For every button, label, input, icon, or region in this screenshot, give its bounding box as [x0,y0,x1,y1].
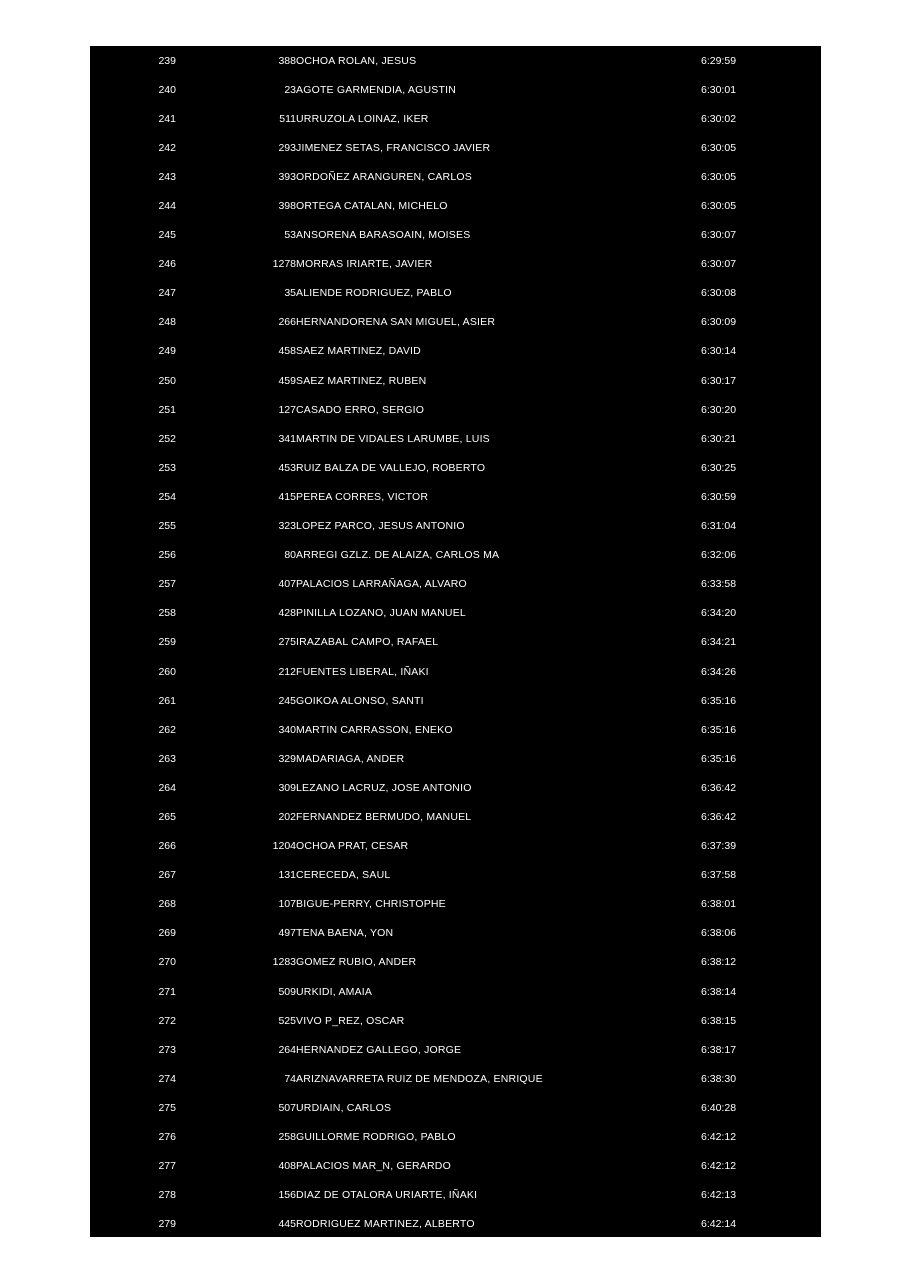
cell-name: ORTEGA CATALAN, MICHELO [296,200,448,213]
cell-bib: 23 [284,83,296,96]
table-row [90,75,821,104]
table-row [90,715,821,744]
cell-position: 242 [158,141,176,154]
cell-name: PINILLA LOZANO, JUAN MANUEL [296,607,466,620]
cell-name: OCHOA PRAT, CESAR [296,840,409,853]
cell-bib: 1283 [272,956,296,969]
table-row [90,250,821,279]
cell-bib: 398 [278,200,296,213]
cell-position: 276 [158,1131,176,1144]
cell-name: CERECEDA, SAUL [296,869,391,882]
table-row [90,744,821,773]
cell-name: GOIKOA ALONSO, SANTI [296,694,424,707]
cell-position: 256 [158,549,176,562]
cell-bib: 525 [278,1014,296,1027]
table-row [90,1122,821,1151]
cell-position: 267 [158,869,176,882]
cell-time: 6:30:14 [701,345,737,358]
table-row [90,802,821,831]
cell-bib: 340 [278,723,296,736]
table-row [90,890,821,919]
cell-bib: 415 [278,490,296,503]
cell-bib: 156 [278,1189,296,1202]
cell-time: 6:42:14 [701,1218,737,1231]
cell-time: 6:30:01 [701,83,737,96]
cell-position: 278 [158,1189,176,1202]
cell-position: 258 [158,607,176,620]
table-row [90,221,821,250]
cell-name: BIGUE-PERRY, CHRISTOPHE [296,898,446,911]
cell-position: 245 [158,229,176,242]
cell-bib: 459 [278,374,296,387]
results-sheet [90,46,821,1237]
cell-name: ARIZNAVARRETA RUIZ DE MENDOZA, ENRIQUE [296,1072,543,1085]
cell-position: 260 [158,665,176,678]
cell-time: 6:30:05 [701,170,737,183]
table-row [90,46,821,75]
cell-name: JIMENEZ SETAS, FRANCISCO JAVIER [296,141,491,154]
table-row [90,861,821,890]
cell-bib: 309 [278,781,296,794]
cell-time: 6:40:28 [701,1101,737,1114]
cell-position: 257 [158,578,176,591]
table-row [90,279,821,308]
cell-time: 6:38:30 [701,1072,737,1085]
cell-name: VIVO P_REZ, OSCAR [296,1014,405,1027]
results-table [90,46,821,1237]
cell-time: 6:30:59 [701,490,737,503]
cell-position: 243 [158,170,176,183]
cell-position: 269 [158,927,176,940]
cell-bib: 53 [284,229,296,242]
table-row [90,541,821,570]
cell-name: MADARIAGA, ANDER [296,752,405,765]
cell-position: 264 [158,781,176,794]
cell-bib: 212 [278,665,296,678]
cell-name: OCHOA ROLAN, JESUS [296,54,417,67]
table-row [90,424,821,453]
cell-name: GOMEZ RUBIO, ANDER [296,956,417,969]
cell-position: 261 [158,694,176,707]
cell-time: 6:37:39 [701,840,737,853]
cell-position: 271 [158,985,176,998]
cell-bib: 408 [278,1160,296,1173]
cell-name: LEZANO LACRUZ, JOSE ANTONIO [296,781,472,794]
cell-position: 248 [158,316,176,329]
cell-time: 6:36:42 [701,781,737,794]
table-row [90,104,821,133]
cell-name: CASADO ERRO, SERGIO [296,403,425,416]
cell-time: 6:30:20 [701,403,737,416]
cell-name: ANSORENA BARASOAIN, MOISES [296,229,471,242]
cell-position: 254 [158,490,176,503]
table-row [90,832,821,861]
cell-name: DIAZ DE OTALORA URIARTE, IÑAKI [296,1189,478,1202]
cell-bib: 511 [279,112,296,125]
table-row [90,1006,821,1035]
cell-time: 6:30:05 [701,141,737,154]
cell-time: 6:29:59 [701,54,737,67]
cell-bib: 1204 [272,840,296,853]
cell-position: 252 [158,432,176,445]
table-row [90,1064,821,1093]
cell-time: 6:30:05 [701,200,737,213]
cell-position: 240 [158,83,176,96]
cell-time: 6:33:58 [701,578,737,591]
table-row [90,1152,821,1181]
cell-bib: 275 [278,636,296,649]
cell-position: 277 [158,1160,176,1173]
cell-position: 263 [158,752,176,765]
cell-position: 265 [158,810,176,823]
cell-bib: 329 [278,752,296,765]
cell-name: GUILLORME RODRIGO, PABLO [296,1131,456,1144]
cell-bib: 264 [278,1043,296,1056]
cell-time: 6:38:14 [701,985,737,998]
cell-bib: 293 [278,141,296,154]
cell-time: 6:38:01 [701,898,737,911]
cell-name: MARTIN DE VIDALES LARUMBE, LUIS [296,432,490,445]
cell-position: 262 [158,723,176,736]
cell-position: 251 [158,403,176,416]
table-row [90,395,821,424]
cell-bib: 428 [278,607,296,620]
cell-position: 259 [158,636,176,649]
cell-name: URRUZOLA LOINAZ, IKER [296,112,429,125]
cell-time: 6:38:12 [701,956,737,969]
cell-bib: 107 [278,898,296,911]
table-row [90,133,821,162]
cell-position: 268 [158,898,176,911]
cell-time: 6:35:16 [701,723,737,736]
cell-time: 6:38:15 [701,1014,737,1027]
cell-bib: 35 [284,287,296,300]
table-row [90,686,821,715]
cell-name: HERNANDEZ GALLEGO, JORGE [296,1043,462,1056]
cell-time: 6:30:17 [701,374,737,387]
cell-name: IRAZABAL CAMPO, RAFAEL [296,636,439,649]
cell-bib: 393 [278,170,296,183]
cell-position: 275 [158,1101,176,1114]
cell-name: PALACIOS MAR_N, GERARDO [296,1160,451,1173]
table-row [90,191,821,220]
table-row [90,453,821,482]
cell-name: RUIZ BALZA DE VALLEJO, ROBERTO [296,461,486,474]
cell-time: 6:42:12 [701,1131,737,1144]
table-row [90,512,821,541]
cell-bib: 445 [278,1218,296,1231]
cell-bib: 131 [278,869,296,882]
cell-bib: 509 [278,985,296,998]
cell-bib: 458 [278,345,296,358]
cell-name: FUENTES LIBERAL, IÑAKI [296,665,429,678]
cell-time: 6:34:26 [701,665,737,678]
table-row [90,919,821,948]
table-row [90,308,821,337]
table-row [90,482,821,511]
cell-position: 279 [158,1218,176,1231]
cell-name: RODRIGUEZ MARTINEZ, ALBERTO [296,1218,475,1231]
cell-bib: 127 [278,403,296,416]
cell-bib: 1278 [272,258,296,271]
table-row [90,1035,821,1064]
cell-position: 273 [158,1043,176,1056]
cell-name: SAEZ MARTINEZ, DAVID [296,345,421,358]
table-row [90,1181,821,1210]
cell-time: 6:42:12 [701,1160,737,1173]
cell-time: 6:32:06 [701,549,737,562]
cell-name: URDIAIN, CARLOS [296,1101,392,1114]
cell-time: 6:38:17 [701,1043,737,1056]
cell-name: PALACIOS LARRAÑAGA, ALVARO [296,578,467,591]
table-row [90,162,821,191]
cell-name: MORRAS IRIARTE, JAVIER [296,258,433,271]
cell-position: 272 [158,1014,176,1027]
cell-name: LOPEZ PARCO, JESUS ANTONIO [296,520,465,533]
cell-name: ALIENDE RODRIGUEZ, PABLO [296,287,452,300]
cell-name: PEREA CORRES, VICTOR [296,490,429,503]
cell-position: 247 [158,287,176,300]
cell-position: 255 [158,520,176,533]
cell-bib: 507 [278,1101,296,1114]
cell-bib: 245 [278,694,296,707]
cell-position: 239 [158,54,176,67]
cell-name: HERNANDORENA SAN MIGUEL, ASIER [296,316,496,329]
table-row [90,599,821,628]
cell-name: AGOTE GARMENDIA, AGUSTIN [296,83,456,96]
table-row [90,657,821,686]
cell-bib: 80 [284,549,296,562]
cell-time: 6:38:06 [701,927,737,940]
cell-time: 6:30:21 [701,432,737,445]
cell-bib: 202 [278,810,296,823]
cell-bib: 407 [278,578,296,591]
cell-name: SAEZ MARTINEZ, RUBEN [296,374,427,387]
table-row [90,570,821,599]
cell-time: 6:34:20 [701,607,737,620]
cell-position: 241 [158,112,176,125]
cell-bib: 74 [284,1072,296,1085]
cell-position: 246 [158,258,176,271]
table-row [90,948,821,977]
cell-time: 6:30:07 [701,258,737,271]
cell-time: 6:35:16 [701,694,737,707]
table-row [90,628,821,657]
cell-bib: 266 [278,316,296,329]
cell-position: 250 [158,374,176,387]
cell-time: 6:36:42 [701,810,737,823]
cell-name: ORDOÑEZ ARANGUREN, CARLOS [296,170,472,183]
cell-bib: 258 [278,1131,296,1144]
cell-time: 6:30:08 [701,287,737,300]
cell-time: 6:31:04 [701,520,737,533]
cell-position: 249 [158,345,176,358]
cell-name: MARTIN CARRASSON, ENEKO [296,723,453,736]
table-row [90,337,821,366]
cell-position: 266 [158,840,176,853]
cell-time: 6:30:09 [701,316,737,329]
cell-name: FERNANDEZ BERMUDO, MANUEL [296,810,472,823]
cell-time: 6:30:02 [701,112,737,125]
cell-name: ARREGI GZLZ. DE ALAIZA, CARLOS MA [296,549,500,562]
cell-bib: 453 [278,461,296,474]
cell-position: 253 [158,461,176,474]
table-row [90,1210,821,1237]
table-row [90,977,821,1006]
cell-position: 274 [158,1072,176,1085]
cell-time: 6:34:21 [701,636,737,649]
cell-position: 270 [158,956,176,969]
cell-time: 6:30:25 [701,461,737,474]
cell-bib: 388 [278,54,296,67]
results-table-body [90,46,821,1237]
cell-name: URKIDI, AMAIA [296,985,373,998]
cell-bib: 323 [278,520,296,533]
cell-position: 244 [158,200,176,213]
cell-time: 6:35:16 [701,752,737,765]
table-row [90,1093,821,1122]
cell-time: 6:42:13 [701,1189,737,1202]
table-row [90,366,821,395]
cell-name: TENA BAENA, YON [296,927,394,940]
cell-time: 6:37:58 [701,869,737,882]
cell-time: 6:30:07 [701,229,737,242]
cell-bib: 341 [278,432,296,445]
cell-bib: 497 [278,927,296,940]
table-row [90,773,821,802]
